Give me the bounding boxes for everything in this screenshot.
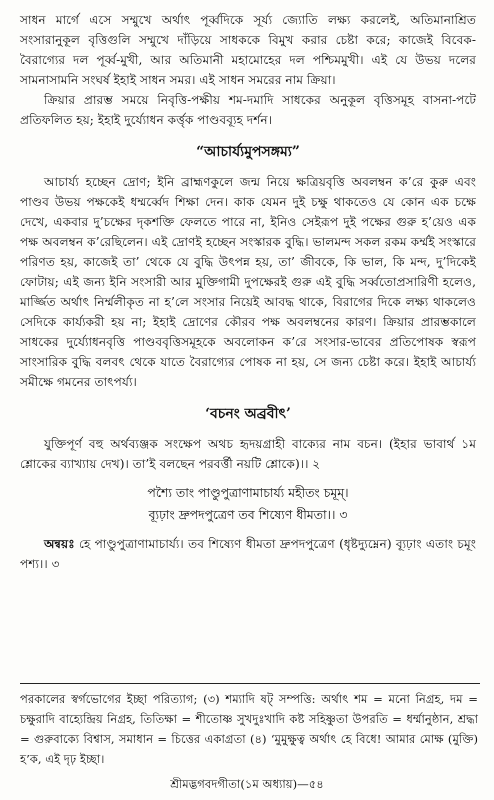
footnote-divider bbox=[20, 683, 480, 684]
footnote: পরকালের স্বর্গভোগের ইচ্ছা পরিত্যাগ; (৩) শম্যাদি ষট্ সম্পত্তি: অর্থাৎ শম = মনো নিগ্রহ, দম = চক্ষুরাদি বাহ্যেন্দ্রিয় নিগ্রহ, তিতিক্ষা = শীতোষ্ণ সুখদুঃখাদি কষ্ট সহিষ্ণুতা উপরতি = ধর্ম্মানুষ্ঠান, শ্রদ্ধা = গুরুবাক্যে বিশ্বাস, সমাধান = চিত্তের একাগ্রতা (৪) ‘মুমুক্ষুত্ব অর্থাৎ হে বিধে! আমার মোক্ষ (মুক্তি) হ’ক, এই দৃঢ় ইচ্ছা। bbox=[20, 692, 478, 766]
verse-line-2: ব্যূঢ়াং দ্রুপদপুত্রেণ তব শিষ্যেণ ধীমতা।। ৩ bbox=[148, 507, 348, 522]
page-footer: শ্রীমদ্ভগবদগীতা(১ম অধ্যায়)—৫৪ bbox=[170, 777, 324, 791]
anvaya-paragraph bbox=[20, 534, 476, 574]
paragraph-1: সাধন মার্গে এসে সম্মুখে অর্থাৎ পূর্ব্বদিকে সূর্য্য জ্যোতি লক্ষ্য করলেই, অতিমানাশ্রিত সংসারানুকূল বৃত্তিগুলি সম্মুখে দাঁড়িয়ে সাধককে বিমুখ করার চেষ্টা করে; কাজেই বিবেক-বৈরাগ্যের দল পূর্ব্ব-মুখী, আর অতিমানী মহামোহের দল পশ্চিমমুখী। এই যে উভয় দলের সামনাসামনি সংঘর্ষ ইহাই সাধন সমর। এই সাধন সমরের নাম ক্রিয়া। bbox=[20, 13, 476, 87]
verse-line-1: পশ্যৈ তাং পাণ্ডুপুত্রাণামাচার্য্য মহীতং চমূম্। bbox=[147, 485, 349, 500]
section-heading-vachanam: ‘বচনং অব্রবীৎ’ bbox=[205, 406, 291, 422]
paragraph-3: আচার্য্য হচ্ছেন দ্রোণ; ইনি ব্রাহ্মণকুলে জন্ম নিয়ে ক্ষত্রিয়বৃত্তি অবলম্বন ক’রে কুরু এবং পাণ্ডব উভয় পক্ষকেই ধম্মর্ব্বেদ শিক্ষা দেন। কাক যেমন দুই চক্ষু থাকতেও যে কোন এক চক্ষে দেখে, একবার দু’চক্ষের দৃকশক্তি ফেলতে পারে না, ইনিও সেইরূপ দুই পক্ষের গুরু হ’য়েও এক পক্ষ অবলম্বন ক’রেছিলেন। এই দ্রোণই হচ্ছেন সংস্কারক বুদ্ধি। ভালমন্দ সকল রকম কর্ম্মই সংস্কারে পরিণত হয়, কাজেই তা’ থেকে যে বুদ্ধি উৎপন্ন হয়, তা’ জীবকে, কি ভাল, কি মন্দ, দু’দিকেই ফোটায়; এই জন্য ইনি সংসারী আর মুক্তিগামী দুপক্ষেরই গুরু এই বুদ্ধি সর্ব্বতোপ্রসারিণী হলেও, মার্জ্জিত অর্থাৎ নির্ম্মলীকৃত না হ’লে সংসার নিয়েই আবদ্ধ থাকে, বিরাগের দিকে লক্ষ্য থাকলেও সেদিকে কার্য্যকরী হয় না; ইহাই দ্রোণের কৌরব পক্ষ অবলম্বনের কারণ। ক্রিয়ার প্রারম্ভকালে সাধকের দুর্য্যোধনবৃত্তি পাণ্ডববৃত্তিসমূহকে অবলোকন ক’রে সংসার-ভাবের প্রতিপোষক স্বরূপ সাংসারিক বুদ্ধি বলবৎ থেকে যাতে বৈরাগ্যের পোষক না হয়, সে জন্য চেষ্টা করে। ইহাই আচার্য্য সমীক্ষে গমনের তাৎপর্য্য। bbox=[20, 175, 476, 389]
anvaya-text: হে পাণ্ডুপুত্রাণামাচার্য্য। তব শিষ্যেণ ধীমতা দ্রুপদপুত্রেণ (ধৃষ্টদ্যুম্নেন) ব্যূঢ়াং এতাং চমূং পশ্য।। ৩ bbox=[20, 537, 476, 571]
section-heading-acharya: “আচার্য্যমুপসঙ্গম্য” bbox=[196, 144, 300, 160]
paragraph-4: যুক্তিপূর্ণ বহু অর্থব্যঞ্জক সংক্ষেপ অথচ হৃদয়গ্রাহী বাক্যের নাম বচন। (ইহার ভাবার্থ ১ম শ্লোকের ব্যাখ্যায় দেখ)। তা’ই বলছেন পরবর্ত্তী নয়টি শ্লোকে)।। ২ bbox=[20, 437, 476, 471]
sanskrit-verse bbox=[20, 482, 476, 526]
anvaya-label: অন্বয়ঃ bbox=[44, 537, 75, 551]
paragraph-2: ক্রিয়ার প্রারম্ভ সময়ে নিবৃত্তি-পক্ষীয় শম-দমাদি সাধকের অনুকূল বৃত্তিসমূহ বাসনা-পটে প্রতিফলিত হয়; ইহাই দুর্য্যোধন কর্ত্তৃক পাণ্ডবব্যূহ দর্শন। bbox=[20, 93, 476, 127]
